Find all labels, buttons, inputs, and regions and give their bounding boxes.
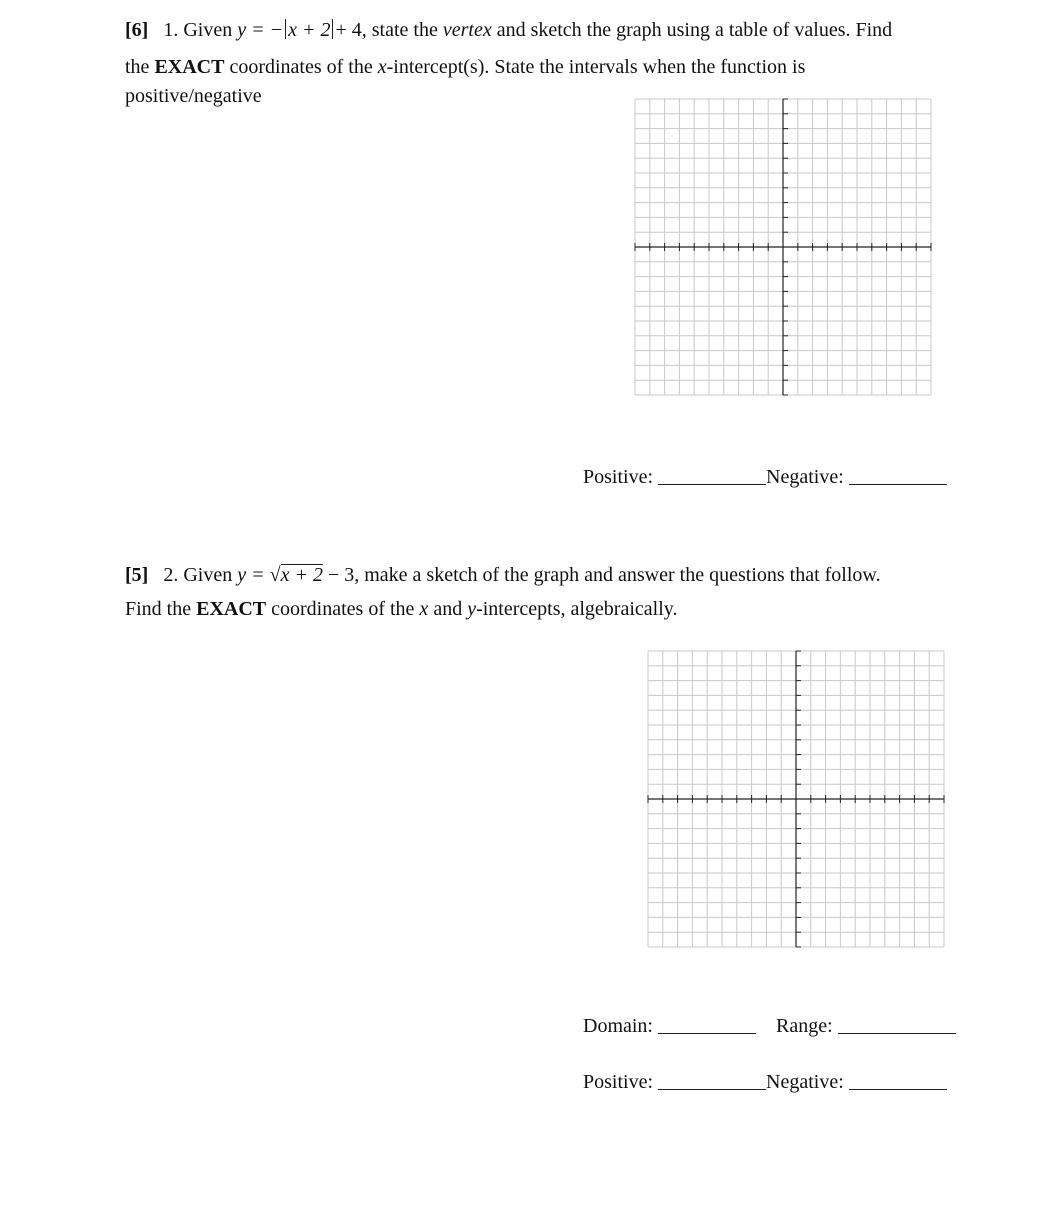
q1-positive-label: Positive: (583, 466, 654, 488)
q2-domain-blank[interactable] (658, 1032, 756, 1034)
q2-equation-lhs: y = (237, 564, 265, 586)
q1-equation-abs: x + 2 (288, 19, 331, 41)
q1-text-b: and sketch the graph using a table of values. Find (491, 19, 893, 41)
q1-line2-b: coordinates of the (224, 56, 378, 78)
q1-line2-x: x (377, 56, 387, 78)
q1-text-a: , state the (361, 19, 443, 41)
q1-line-2 (125, 55, 805, 79)
q1-negative-label: Negative: (766, 466, 844, 488)
q2-line2-a: Find the (125, 598, 197, 620)
q2-domain-label: Domain: (583, 1015, 653, 1037)
q2-equation-tail: − 3 (327, 564, 355, 586)
q2-number: 2. (163, 564, 179, 586)
q2-negative-blank[interactable] (849, 1088, 947, 1090)
q1-given: Given (183, 19, 233, 41)
q1-equation-tail: + 4 (335, 19, 362, 41)
q2-answers (583, 1070, 947, 1094)
q1-number: 1. (163, 19, 179, 41)
q1-marks: [6] (125, 19, 149, 41)
q2-domain-range (583, 1014, 956, 1038)
q1-graph-grid[interactable] (633, 97, 933, 397)
sqrt-sign: √x + 2 (269, 564, 323, 586)
q2-positive-blank[interactable] (658, 1088, 766, 1090)
q2-equation-rad: x + 2 (280, 564, 323, 586)
q1-line3: positive/negative (125, 85, 262, 107)
q2-marks: [5] (125, 564, 149, 586)
q2-line2-c: and (428, 598, 468, 620)
q1-negative-blank[interactable] (849, 483, 947, 485)
q1-line2-a: the (125, 56, 155, 78)
q1-positive-blank[interactable] (658, 483, 766, 485)
q1-equation-lhs: y = − (237, 19, 284, 41)
abs-bar-right (332, 19, 333, 39)
q2-line-1 (125, 563, 881, 587)
q1-line-3 (125, 84, 262, 108)
q2-graph-grid[interactable] (646, 649, 946, 949)
q2-negative-label: Negative: (766, 1071, 844, 1093)
q2-text-a: , make a sketch of the graph and answer the questions that follow. (354, 564, 881, 586)
q1-answers (583, 465, 947, 489)
q2-given: Given (183, 564, 233, 586)
q1-exact: EXACT (154, 56, 225, 78)
q2-line2-d: -intercepts, algebraically. (476, 598, 678, 620)
q2-line2-x: x (419, 598, 429, 620)
q1-line2-c: -intercept(s). State the intervals when the function is (386, 56, 806, 78)
q2-positive-label: Positive: (583, 1071, 654, 1093)
q2-line-2 (125, 597, 677, 621)
q2-line2-y: y (467, 598, 477, 620)
q2-range-blank[interactable] (838, 1032, 956, 1034)
q1-line-1 (125, 18, 892, 42)
q2-line2-b: coordinates of the (266, 598, 420, 620)
q1-text-vertex: vertex (442, 19, 492, 41)
abs-bar-left (285, 19, 286, 39)
q2-exact: EXACT (196, 598, 267, 620)
q2-range-label: Range: (776, 1015, 833, 1037)
